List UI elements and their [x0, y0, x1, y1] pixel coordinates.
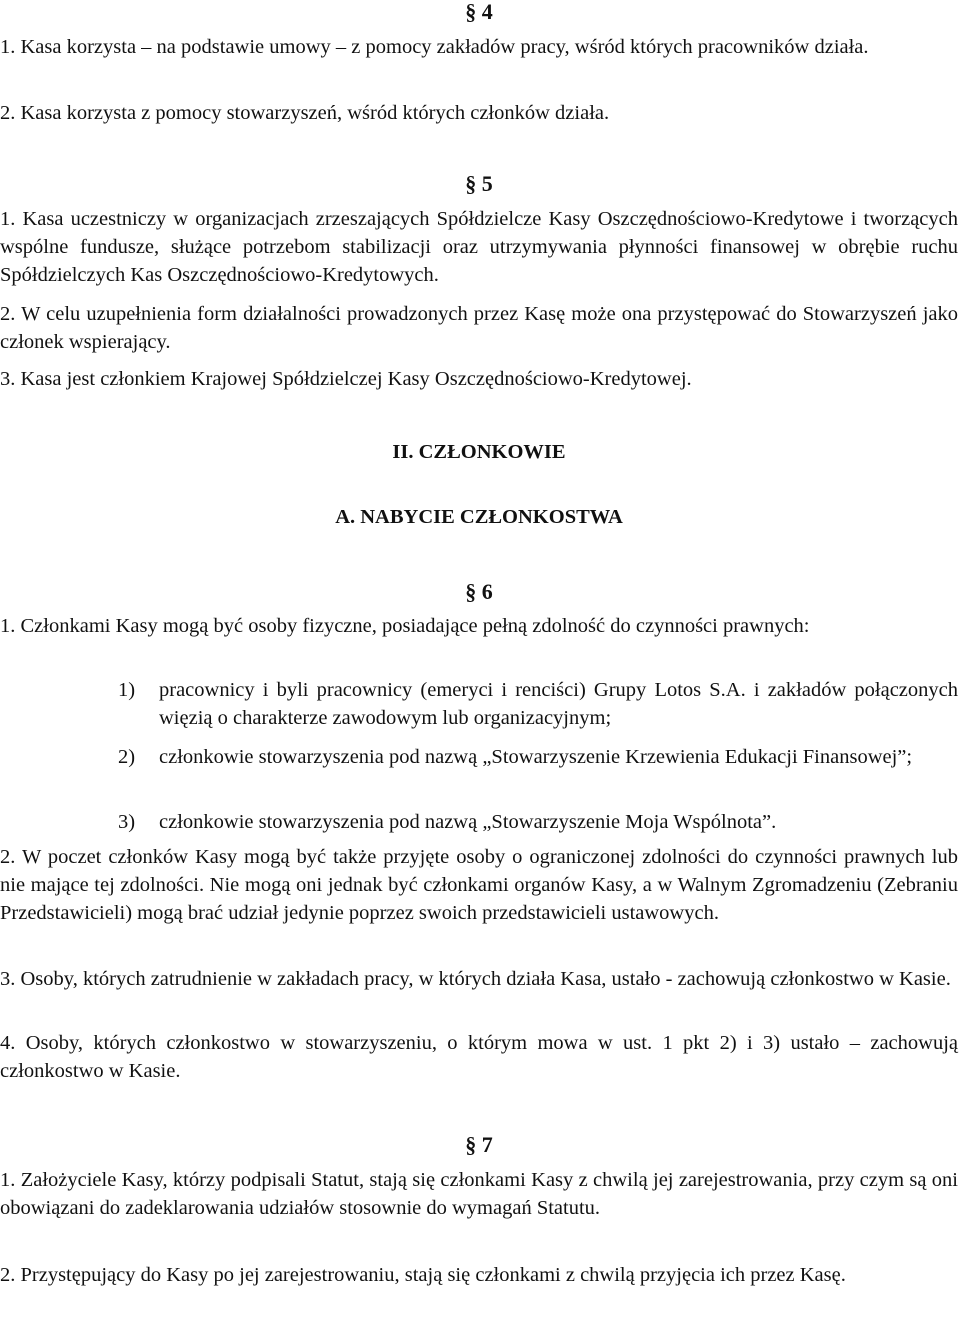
item-text: Przystępujący do Kasy po jej zarejestrowaniu, stają się członkami z chwilą przyjęcia ich przez Kasę. [20, 1264, 846, 1286]
section-7-item-1 [0, 1166, 958, 1222]
subitem-text: członkowie stowarzyszenia pod nazwą „Stowarzyszenie Krzewienia Edukacji Finansowej”; [159, 746, 913, 768]
section-6-item-4 [0, 1029, 958, 1085]
section-4-item-1 [0, 33, 958, 61]
item-number: 1. [0, 615, 16, 637]
item-number: 2. [0, 102, 16, 124]
section-7-heading: § 7 [465, 1132, 493, 1157]
item-number: 2. [0, 846, 16, 868]
item-number: 2. [0, 1264, 16, 1286]
section-6-item-2 [0, 843, 958, 927]
item-number: 3. [0, 968, 16, 990]
item-number: 1. [0, 36, 16, 58]
item-text: Kasa uczestniczy w organizacjach zrzeszających Spółdzielcze Kasy Oszczędnościowo-Kredytowe i tworzących wspólne fundusze, służące potrzebom stabilizacji oraz utrzymywania płynności finansowej w obrębie ruchu Spółdzielczych Kas Oszczędnościowo-Kredytowych. [0, 208, 958, 286]
subitem-text: członkowie stowarzyszenia pod nazwą „Stowarzyszenie Moja Wspólnota”. [159, 811, 777, 833]
item-number: 1. [0, 1169, 16, 1191]
part-title: A. NABYCIE CZŁONKOSTWA [335, 506, 623, 528]
subitem-number: 2) [118, 746, 136, 768]
section-5-item-1 [0, 205, 958, 289]
item-text: Założyciele Kasy, którzy podpisali Statut, stają się członkami Kasy z chwilą jej zarejestrowania, przy czym są oni obowiązani do zadeklarowania udziałów stosownie do wymagań Statutu. [0, 1169, 958, 1219]
item-number: 4. [0, 1032, 16, 1054]
section-6-heading: § 6 [465, 579, 493, 604]
section-6-subitem-1 [118, 676, 958, 732]
subitem-number: 3) [118, 811, 136, 833]
subitem-number: 1) [118, 679, 136, 701]
item-number: 1. [0, 208, 16, 230]
section-6-subitem-3 [118, 808, 958, 836]
section-4-item-2 [0, 99, 958, 127]
subitem-text: pracownicy i byli pracownicy (emeryci i renciści) Grupy Lotos S.A. i zakładów połączonych więzią o charakterze zawodowym lub organizacyjnym; [159, 679, 958, 729]
item-text: W poczet członków Kasy mogą być także przyjęte osoby o ograniczonej zdolności do czynności prawnych lub nie mające tej zdolności. Nie mogą oni jednak być członkami organów Kasy, a w Walnym Zgromadzeniu (Zebraniu Przedstawicieli) mogą brać udział jedynie poprzez swoich przedstawicieli ustawowych. [0, 846, 958, 924]
item-text: Osoby, których zatrudnienie w zakładach pracy, w których działa Kasa, ustało - zachowują członkostwo w Kasie. [20, 968, 951, 990]
item-text: Kasa jest członkiem Krajowej Spółdzielczej Kasy Oszczędnościowo-Kredytowej. [20, 368, 692, 390]
item-text: Osoby, których członkostwo w stowarzyszeniu, o którym mowa w ust. 1 pkt 2) i 3) ustało – zachowują członkostwo w Kasie. [0, 1032, 958, 1082]
item-number: 2. [0, 303, 16, 325]
section-4-heading: § 4 [465, 0, 493, 24]
item-text: Kasa korzysta z pomocy stowarzyszeń, wśród których członków działa. [20, 102, 610, 124]
section-5-item-2 [0, 300, 958, 356]
section-5-heading: § 5 [465, 171, 493, 196]
section-5-item-3 [0, 365, 958, 393]
item-text: Kasa korzysta – na podstawie umowy – z pomocy zakładów pracy, wśród których pracowników działa. [20, 36, 869, 58]
section-6-item-1 [0, 612, 958, 640]
section-7-item-2 [0, 1261, 958, 1289]
section-6-item-3 [0, 965, 958, 993]
item-text: W celu uzupełnienia form działalności prowadzonych przez Kasę może ona przystępować do Stowarzyszeń jako członek wspierający. [0, 303, 958, 353]
item-number: 3. [0, 368, 16, 390]
item-text: Członkami Kasy mogą być osoby fizyczne, posiadające pełną zdolność do czynności prawnych: [20, 615, 810, 637]
chapter-title: II. CZŁONKOWIE [392, 441, 566, 463]
section-6-subitem-2 [118, 743, 958, 771]
